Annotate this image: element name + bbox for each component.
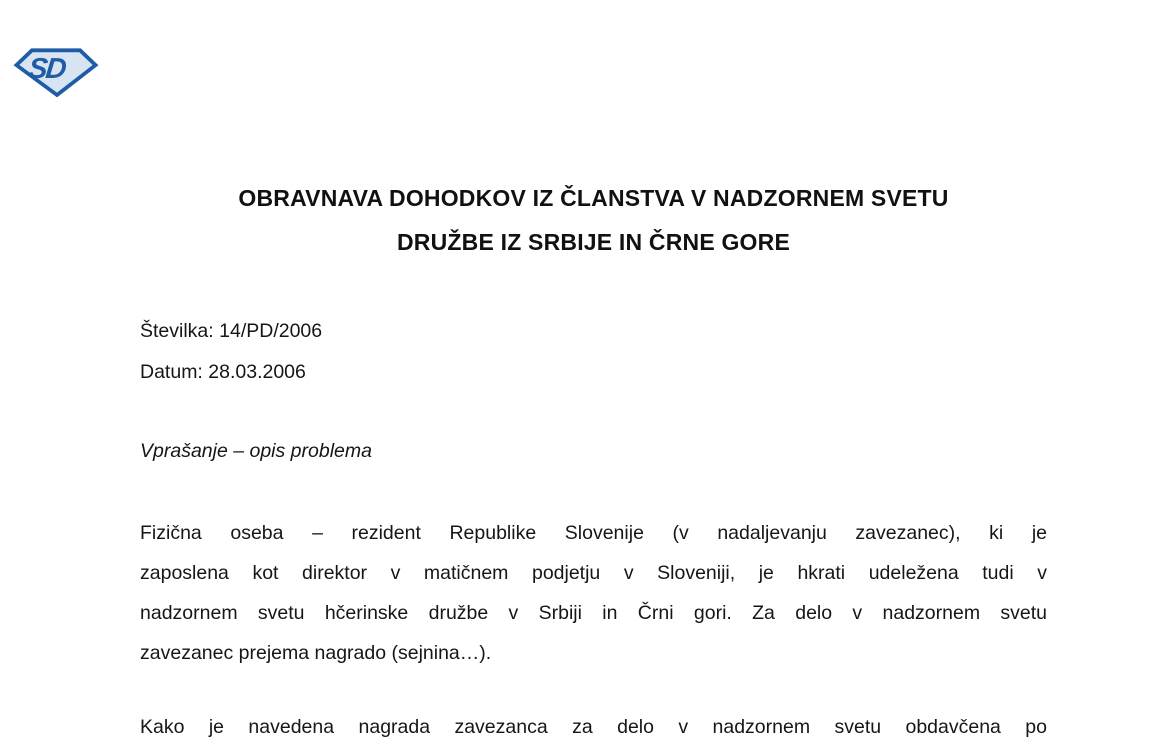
paragraph-question [140, 707, 1047, 743]
paragraph-line: zavezanec prejema nagrado (sejnina…). [140, 642, 492, 664]
document-number-line [140, 311, 322, 352]
paragraph-line: zaposlena kot direktor v matičnem podjetju v Sloveniji, je hkrati udeležena tudi v [140, 562, 1047, 584]
sd-logo [13, 46, 99, 98]
number-value: 14/PD/2006 [219, 320, 323, 342]
paragraph-line: nadzornem svetu hčerinske družbe v Srbiji in Črni gori. Za delo v nadzornem svetu [140, 602, 1047, 624]
title-line-2: DRUŽBE IZ SRBIJE IN ČRNE GORE [396, 229, 790, 255]
document-meta [140, 311, 322, 393]
paragraph-line: Kako je navedena nagrada zavezanca za delo v nadzornem svetu obdavčena po [140, 716, 1047, 738]
question-heading: Vprašanje – opis problema [140, 440, 372, 462]
paragraph-line: Fizična oseba – rezident Republike Slovenije (v nadaljevanju zavezanec), ki je [140, 522, 1047, 544]
date-value: 28.03.2006 [208, 361, 306, 383]
document-date-line [140, 352, 322, 393]
date-label: Datum: [140, 361, 203, 383]
sd-logo-icon [13, 46, 99, 98]
number-label: Številka: [140, 320, 214, 342]
title-line-1: OBRAVNAVA DOHODKOV IZ ČLANSTVA V NADZORNEM SVETU [238, 185, 949, 211]
document-title [140, 176, 1047, 264]
paragraph-problem-description [140, 513, 1047, 673]
sd-logo-letters: SD [26, 52, 67, 85]
